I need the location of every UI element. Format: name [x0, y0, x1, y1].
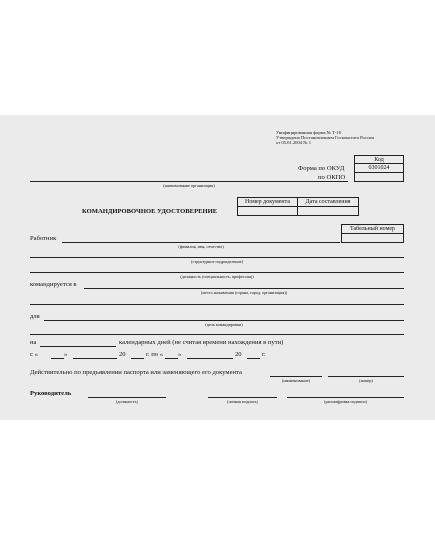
passport-label: Действительно по предъявлении паспорта или заменяющего его документа	[30, 369, 242, 376]
head-signature-line[interactable]	[208, 397, 277, 398]
doc-number-header: Номер документа	[237, 197, 298, 207]
to-day-close-quote: »	[178, 351, 182, 358]
from-year-label: 20	[119, 351, 126, 358]
passport-number-caption: (номер)	[359, 378, 373, 383]
head-decoding-line[interactable]	[287, 397, 404, 398]
okud-label: Форма по ОКУД	[298, 165, 345, 172]
okud-code-cell: 0301024	[354, 163, 404, 173]
head-position-line[interactable]	[88, 397, 166, 398]
head-decoding-caption: (расшифровка подписи)	[324, 399, 367, 404]
destination-label: командируется в	[30, 281, 77, 288]
approval-label: Утверждена Постановлением Госкомстата России	[276, 135, 374, 140]
organization-caption: (наименование организации)	[163, 183, 215, 188]
doc-date-cell[interactable]	[297, 206, 359, 216]
passport-name-caption: (наименование)	[281, 378, 311, 383]
destination-line-2[interactable]	[30, 304, 404, 305]
approval-date-label: от 05.01.2004 № 1	[276, 140, 312, 145]
purpose-label: для	[30, 313, 40, 320]
personnel-number-header: Табельный номер	[341, 224, 404, 234]
employee-line[interactable]	[62, 242, 340, 243]
employee-label: Работник	[30, 235, 57, 242]
position-line[interactable]	[30, 272, 404, 273]
from-month-line[interactable]	[73, 358, 117, 359]
to-year-label: 20	[235, 351, 242, 358]
okpo-code-cell[interactable]	[354, 172, 404, 182]
personnel-number-cell[interactable]	[341, 233, 404, 243]
days-label-on: на	[30, 339, 37, 346]
dates-from-label: с «	[30, 351, 38, 358]
destination-line[interactable]	[84, 288, 404, 289]
document-title: КОМАНДИРОВОЧНОЕ УДОСТОВЕРЕНИЕ	[82, 208, 218, 215]
employee-caption: (фамилия, имя, отчество)	[178, 244, 224, 249]
doc-date-header: Дата составления	[297, 197, 359, 207]
head-signature-caption: (личная подпись)	[227, 399, 258, 404]
head-position-caption: (должность)	[116, 399, 138, 404]
from-year-line[interactable]	[131, 358, 144, 359]
position-caption: (должность (специальность, профессия))	[180, 274, 254, 279]
to-year-line[interactable]	[247, 358, 260, 359]
to-label: г. по «	[146, 351, 164, 358]
to-day-line[interactable]	[165, 358, 178, 359]
purpose-line[interactable]	[44, 320, 404, 321]
department-caption: (структурное подразделение)	[190, 259, 244, 264]
doc-number-cell[interactable]	[237, 206, 298, 216]
passport-number-line[interactable]	[328, 376, 404, 377]
organization-line[interactable]	[30, 181, 348, 182]
okpo-label: по ОКПО	[318, 174, 346, 181]
purpose-caption: (цель командировки)	[205, 322, 243, 327]
unified-form-label: Унифицированная форма № Т-10	[276, 130, 342, 135]
days-count-line[interactable]	[40, 346, 116, 347]
purpose-line-2[interactable]	[30, 334, 404, 335]
form-sheet	[0, 115, 435, 420]
department-line[interactable]	[30, 257, 404, 258]
year-suffix: г.	[262, 351, 266, 358]
head-label: Руководитель	[30, 390, 72, 397]
passport-name-line[interactable]	[270, 376, 322, 377]
to-month-line[interactable]	[187, 358, 233, 359]
destination-caption: (место назначения (страна, город, организация))	[200, 290, 288, 295]
from-day-line[interactable]	[51, 358, 64, 359]
code-header-cell: Код	[354, 155, 404, 164]
days-label: календарных дней (не считая времени нахождения в пути)	[119, 339, 284, 346]
from-day-close-quote: »	[64, 351, 68, 358]
